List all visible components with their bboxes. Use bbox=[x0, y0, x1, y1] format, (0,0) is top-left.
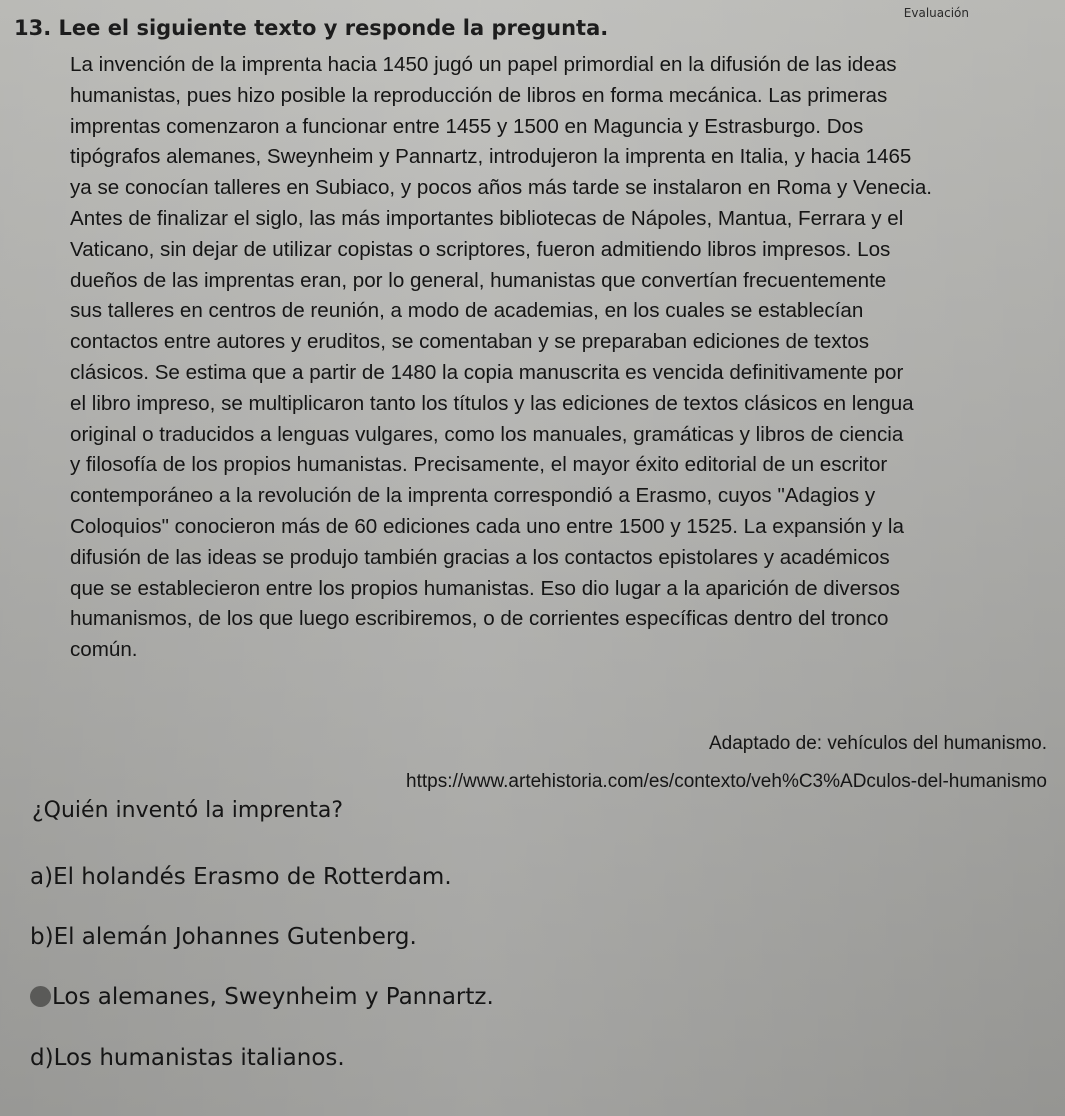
option-letter: a) bbox=[30, 864, 54, 890]
question-instruction: Lee el siguiente texto y responde la pregunta. bbox=[58, 16, 609, 40]
passage-line: La invención de la imprenta hacia 1450 jugó un papel primordial en la difusión de las ideas bbox=[70, 53, 897, 76]
option-letter: d) bbox=[30, 1045, 54, 1071]
passage-line: el libro impreso, se multiplicaron tanto los títulos y las ediciones de textos clásicos en lengua bbox=[70, 391, 914, 415]
passage-line: ya se conocían talleres en Subiaco, y pocos años más tarde se instalaron en Roma y Venecia. bbox=[70, 176, 933, 200]
selected-answer-mark-icon bbox=[30, 986, 51, 1007]
passage-line: que se establecieron entre los propios humanistas. Eso dio lugar a la aparición de diversos bbox=[70, 576, 900, 600]
question-number: 13. bbox=[14, 16, 52, 40]
passage-line: Coloquios" conocieron más de 60 ediciones cada uno entre 1500 y 1525. La expansión y la bbox=[70, 514, 904, 538]
question-text: ¿Quién inventó la imprenta? bbox=[32, 798, 344, 823]
reading-passage bbox=[70, 50, 1028, 666]
passage-line: tipógrafos alemanes, Sweynheim y Pannartz, introdujeron la imprenta en Italia, y hacia 1465 bbox=[70, 145, 912, 169]
passage-line: común. bbox=[70, 638, 138, 662]
option-text: Los alemanes, Sweynheim y Pannartz. bbox=[52, 984, 494, 1010]
section-label: Evaluación bbox=[903, 6, 969, 20]
answer-option-c[interactable] bbox=[30, 984, 494, 1010]
passage-line: dueños de las imprentas eran, por lo general, humanistas que convertían frecuentemente bbox=[70, 268, 887, 292]
passage-line: y filosofía de los propios humanistas. Precisamente, el mayor éxito editorial de un escritor bbox=[70, 453, 888, 477]
passage-line: clásicos. Se estima que a partir de 1480 la copia manuscrita es vencida definitivamente por bbox=[70, 360, 904, 384]
passage-line: contemporáneo a la revolución de la imprenta correspondió a Erasmo, cuyos "Adagios y bbox=[70, 484, 876, 508]
option-text: El alemán Johannes Gutenberg. bbox=[53, 924, 417, 950]
source-url: https://www.artehistoria.com/es/contexto/veh%C3%ADculos-del-humanismo bbox=[406, 771, 1047, 792]
source-citation bbox=[406, 725, 1047, 801]
answer-option-b[interactable] bbox=[30, 924, 417, 950]
passage-line: Antes de finalizar el siglo, las más importantes bibliotecas de Nápoles, Mantua, Ferrara y el bbox=[70, 206, 904, 230]
source-adapted-from: Adaptado de: vehículos del humanismo. bbox=[709, 733, 1047, 754]
passage-line: sus talleres en centros de reunión, a modo de academias, en los cuales se establecían bbox=[70, 299, 864, 323]
answer-option-d[interactable] bbox=[30, 1045, 345, 1071]
passage-line: Vaticano, sin dejar de utilizar copistas o scriptores, fueron admitiendo libros impresos. Los bbox=[70, 237, 891, 261]
option-letter: b) bbox=[30, 924, 54, 950]
question-header bbox=[14, 16, 1025, 40]
option-text: El holandés Erasmo de Rotterdam. bbox=[53, 864, 452, 890]
passage-line: contactos entre autores y eruditos, se comentaban y se preparaban ediciones de textos bbox=[70, 330, 870, 354]
passage-line: imprentas comenzaron a funcionar entre 1455 y 1500 en Maguncia y Estrasburgo. Dos bbox=[70, 114, 864, 138]
passage-line: original o traducidos a lenguas vulgares, como los manuales, gramáticas y libros de ciencia bbox=[70, 422, 904, 446]
passage-line: humanistas, pues hizo posible la reproducción de libros en forma mecánica. Las primeras bbox=[70, 83, 888, 107]
answer-option-a[interactable] bbox=[30, 864, 452, 890]
passage-line: difusión de las ideas se produjo también gracias a los contactos epistolares y académicos bbox=[70, 545, 890, 569]
option-text: Los humanistas italianos. bbox=[53, 1045, 345, 1071]
passage-line: humanismos, de los que luego escribiremos, o de corrientes específicas dentro del tronco bbox=[70, 607, 889, 631]
